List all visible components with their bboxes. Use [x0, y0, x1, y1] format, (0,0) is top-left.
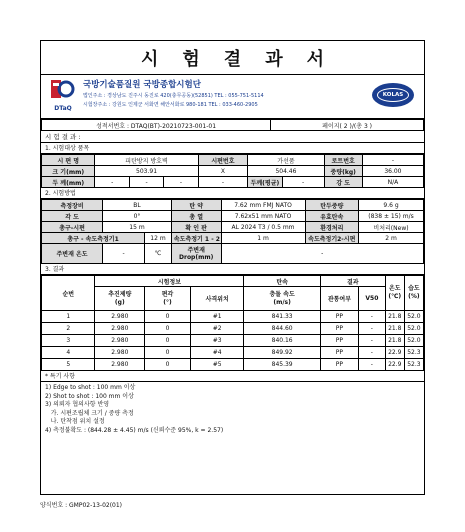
org-address: 법인주소 : 경상남도 진주시 동진로 420(충무공동)(52851) TEL : 055-751-5114	[83, 93, 264, 99]
cell: 주변재 온도	[42, 244, 103, 264]
table-cell: -	[359, 347, 386, 359]
table-cell: PP	[320, 359, 358, 371]
cell: 비처리(New)	[359, 222, 424, 233]
cell: 환경처리	[305, 222, 358, 233]
note-item: 가. 시편조립체 크기 / 중량 측정	[45, 409, 134, 417]
form-number: 양식번호 : GMP02-13-02(01)	[40, 502, 123, 509]
note-item: 3) 의뢰자 협의사항 반영	[45, 401, 110, 408]
cell: 두께(평균)	[248, 177, 282, 188]
dtaq-logo	[49, 78, 77, 116]
cell: X	[198, 166, 248, 177]
cell: 총구 - 속도측정기1	[42, 233, 145, 244]
method-table	[41, 199, 424, 264]
table-row	[42, 311, 424, 323]
note-item: 나. 탄착점 위치 설정	[45, 418, 105, 425]
table-cell: 5	[42, 359, 95, 371]
cell: 12 m	[145, 233, 172, 244]
section-target: 1. 시험대상 품목	[41, 143, 424, 154]
table-cell: #4	[190, 347, 243, 359]
target-table	[41, 154, 424, 188]
table-cell: 0	[145, 311, 191, 323]
cell: -	[221, 244, 423, 264]
title-char: 결	[223, 48, 242, 70]
table-cell: 849.92	[244, 347, 320, 359]
table-cell: 3	[42, 335, 95, 347]
report-number: 성적서번호 : DTAQ(BT)-20210723-001-01	[42, 120, 271, 131]
cell: BL	[103, 200, 172, 211]
col-header: 온도 (℃)	[385, 276, 404, 311]
cell: 주변재 Drop(mm)	[171, 244, 221, 264]
table-row	[42, 359, 424, 371]
table-cell: #2	[190, 323, 243, 335]
table-cell: #3	[190, 335, 243, 347]
org-header	[41, 75, 424, 119]
table-cell: 22.9	[385, 347, 404, 359]
test-site-address: 시험장주소 : 강원도 인제군 서화면 해안서화로 980-181 TEL : 033-460-2905	[83, 102, 258, 108]
col-header: V50	[359, 287, 386, 311]
kolas-text: KOLAS	[377, 88, 409, 102]
cell: 7.62x51 mm NATO	[221, 211, 305, 222]
cell: -	[103, 244, 145, 264]
table-cell: 2	[42, 323, 95, 335]
col-header: 탄속	[244, 276, 320, 287]
cell: 강 도	[324, 177, 362, 188]
cell: AL 2024 T3 / 0.5 mm	[221, 222, 305, 233]
note-item: 2) Shot to shot : 100 mm 이상	[45, 392, 134, 400]
cell: 로트번호	[324, 155, 362, 166]
cell: -	[129, 177, 163, 188]
table-cell: 52.0	[404, 311, 423, 323]
cell: -	[198, 177, 248, 188]
table-cell: 0	[145, 335, 191, 347]
cell: (838 ± 15) m/s	[359, 211, 424, 222]
table-cell: 840.16	[244, 335, 320, 347]
table-cell: 1	[42, 311, 95, 323]
col-header: 사격위치	[190, 287, 243, 311]
table-cell: 2.980	[95, 323, 145, 335]
table-cell: 0	[145, 359, 191, 371]
table-cell: 2.980	[95, 359, 145, 371]
section-results: 3. 결과	[41, 264, 424, 275]
results-table	[41, 275, 424, 371]
table-cell: 2.980	[95, 335, 145, 347]
cell: 탄두중량	[305, 200, 358, 211]
table-cell: 844.60	[244, 323, 320, 335]
notes-header: * 특기 사항	[41, 371, 424, 382]
cell: 측정장비	[42, 200, 103, 211]
title-char: 서	[306, 48, 324, 70]
col-header: 순번	[42, 276, 95, 311]
cell: 피탄방지 방호벽	[95, 155, 198, 166]
cell: 9.6 g	[359, 200, 424, 211]
table-cell: -	[359, 323, 386, 335]
table-cell: PP	[320, 335, 358, 347]
title-char: 험	[182, 48, 200, 70]
cell: 36.00	[362, 166, 423, 177]
table-cell: 0	[145, 347, 191, 359]
section-method: 2. 시험방법	[41, 188, 424, 199]
col-header: 시험정보	[95, 276, 244, 287]
cell: ℃	[145, 244, 172, 264]
cell: 탄 약	[171, 200, 221, 211]
table-cell: 52.0	[404, 335, 423, 347]
result-label: 시 험 결 과 :	[41, 131, 424, 143]
cell: 중량(kg)	[324, 166, 362, 177]
table-cell: 21.8	[385, 311, 404, 323]
table-row	[42, 323, 424, 335]
cell: -	[282, 177, 324, 188]
table-cell: 52.3	[404, 347, 423, 359]
table-cell: 52.3	[404, 359, 423, 371]
report-sheet	[40, 40, 425, 495]
cell: 7.62 mm FMJ NATO	[221, 200, 305, 211]
col-header: 편각 (°)	[145, 287, 191, 311]
table-cell: 2.980	[95, 311, 145, 323]
table-row	[42, 335, 424, 347]
table-cell: 845.39	[244, 359, 320, 371]
table-cell: 841.33	[244, 311, 320, 323]
org-name: 국방기술품질원 국방종합시험단	[83, 80, 201, 90]
cell: 속도측정기2-시편	[305, 233, 358, 244]
cell: 확 인 판	[171, 222, 221, 233]
cell: 시편번호	[198, 155, 248, 166]
notes-list	[41, 382, 424, 437]
table-cell: PP	[320, 347, 358, 359]
logo-caption: DTaQ	[54, 105, 72, 112]
table-cell: PP	[320, 311, 358, 323]
cell: -	[95, 177, 129, 188]
col-header: 충돌 속도 (m/s)	[244, 287, 320, 311]
cell: 시 편 명	[42, 155, 95, 166]
cell: -	[164, 177, 198, 188]
cell: 0°	[103, 211, 172, 222]
table-cell: 2.980	[95, 347, 145, 359]
title-char: 과	[265, 48, 283, 70]
org-info	[83, 78, 264, 108]
table-row	[42, 347, 424, 359]
cell: 1 m	[221, 233, 305, 244]
table-cell: 21.8	[385, 323, 404, 335]
cell: -	[362, 155, 423, 166]
kolas-logo	[372, 83, 414, 107]
cell: 속도측정기 1 - 2	[171, 233, 221, 244]
cell: 2 m	[359, 233, 424, 244]
cell: 각 도	[42, 211, 103, 222]
cell: 두 께(mm)	[42, 177, 95, 188]
page-title	[41, 41, 424, 75]
cell: 가선품	[248, 155, 324, 166]
note-item: 4) 측정불확도 : (844.28 ± 4.45) m/s (신뢰수준 95%, k = 2.57)	[45, 426, 224, 434]
table-cell: PP	[320, 323, 358, 335]
table-cell: #5	[190, 359, 243, 371]
cell: 504.46	[248, 166, 324, 177]
result-rows	[42, 311, 424, 371]
table-cell: 21.8	[385, 335, 404, 347]
cell: 총구-시편	[42, 222, 103, 233]
col-header: 관통여부	[320, 287, 358, 311]
cell: 크 기(mm)	[42, 166, 95, 177]
meta-table	[41, 119, 424, 131]
table-cell: -	[359, 311, 386, 323]
table-cell: -	[359, 335, 386, 347]
table-cell: 4	[42, 347, 95, 359]
table-cell: 52.0	[404, 323, 423, 335]
note-item: 1) Edge to shot : 100 mm 이상	[45, 384, 136, 391]
col-header: 결과	[320, 276, 385, 287]
cell: 유효탄속	[305, 211, 358, 222]
table-cell: 0	[145, 323, 191, 335]
table-cell: 22.9	[385, 359, 404, 371]
col-header: 습도 (%)	[404, 276, 423, 311]
table-cell: #1	[190, 311, 243, 323]
cell: 15 m	[103, 222, 172, 233]
cell: N/A	[362, 177, 423, 188]
cell: 총 열	[171, 211, 221, 222]
title-char: 시	[141, 48, 159, 70]
page-number: 페이지( 2 )/(총 3 )	[271, 120, 424, 131]
table-cell: -	[359, 359, 386, 371]
cell: 503.91	[95, 166, 198, 177]
col-header: 추진제량 (g)	[95, 287, 145, 311]
